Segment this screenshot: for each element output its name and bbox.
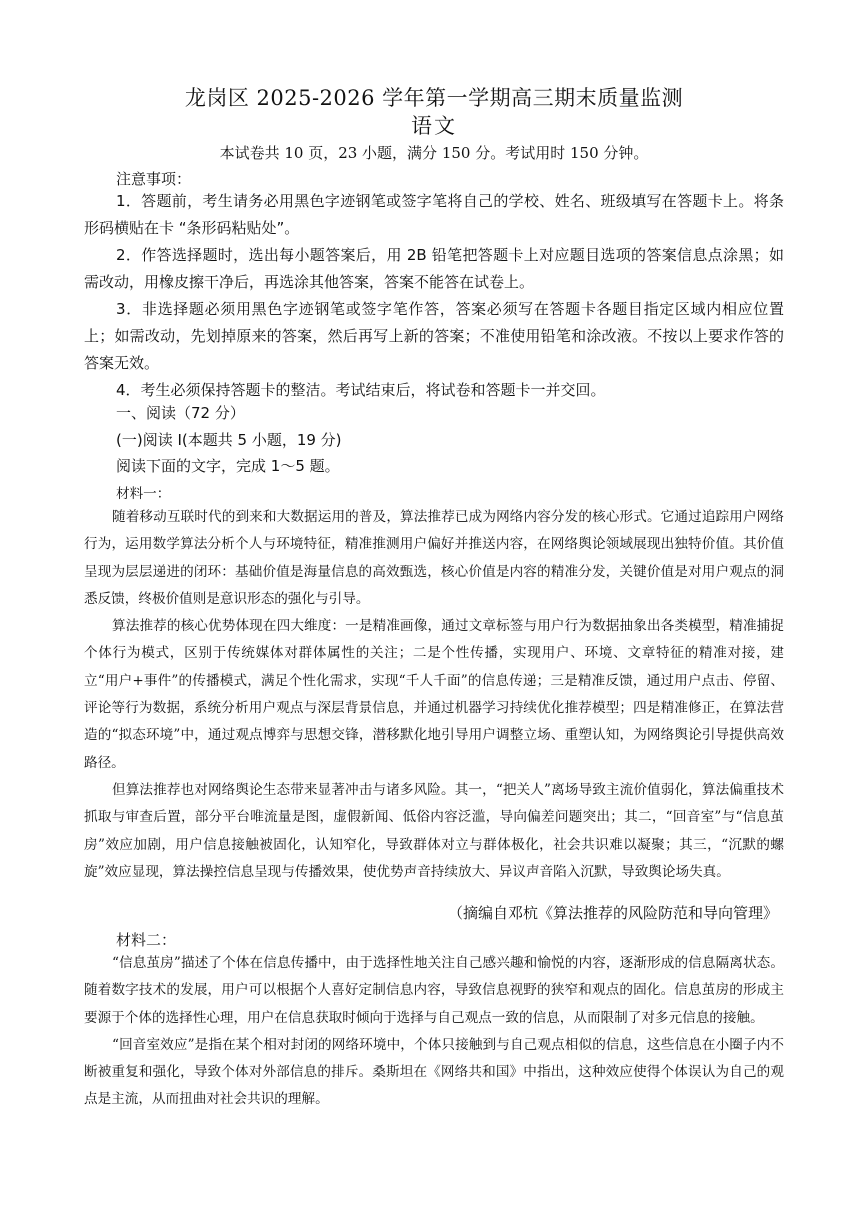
material-one-label: 材料一： [116, 486, 171, 502]
paragraph: 随着移动互联时代的到来和大数据运用的普及，算法推荐已成为网络内容分发的核心形式。它通过追踪用户网络行为，运用数学算法分析个人与环境特征，精准推测用户偏好并推送内容，在网络舆论领域展现出独特价值。其价值呈现为层层递进的闭环：基础价值是海量信息的高效甄选，核心价值是内容的精准分发，关键价值是对用户观点的洞悉反馈，终极价值则是意识形态的强化与引导。 [84, 509, 784, 607]
material-one-source: （摘编自邓杭《算法推荐的风险防范和导向管理》 [447, 904, 778, 922]
note-item: 1．答题前，考生请务必用黑色字迹钢笔或签字笔将自己的学校、姓名、班级填写在答题卡上。将条形码横贴在卡 “条形码粘贴处”。 [84, 192, 784, 237]
paragraph: 但算法推荐也对网络舆论生态带来显著冲击与诸多风险。其一，“把关人”离场导致主流价值弱化，算法偏重技术抓取与审查后置，部分平台唯流量是图，虚假新闻、低俗内容泛滥，导向偏差问题突出；其二，“回音室”与“信息茧房”效应加剧，用户信息接触被固化，认知窄化，导致群体对立与群体极化，社会共识难以凝聚；其三，“沉默的螺旋”效应显现，算法操控信息呈现与传播效果，使优势声音持续放大、异议声音陷入沉默，导致舆论场失真。 [84, 781, 784, 880]
note-item: 3．非选择题必须用黑色字迹钢笔或签字笔作答，答案必须写在答题卡各题目指定区域内相应位置上；如需改动，先划掉原来的答案，然后再写上新的答案；不准使用铅笔和涂改液。不按以上要求作答的答案无效。 [84, 300, 784, 372]
material-two-label: 材料二： [116, 931, 177, 949]
note-item: 2．作答选择题时，选出每小题答案后，用 2B 铅笔把答题卡上对应题目选项的答案信息点涂黑；如需改动，用橡皮擦干净后，再选涂其他答案，答案不能答在试卷上。 [84, 246, 784, 291]
section-part-one: 一、阅读（72 分） [116, 404, 245, 422]
paragraph: “信息茧房”描述了个体在信息传播中，由于选择性地关注自己感兴趣和愉悦的内容，逐渐形成的信息隔离状态。随着数字技术的发展，用户可以根据个人喜好定制信息内容，导致信息视野的狭窄和观点的固化。信息茧房的形成主要源于个体的选择性心理，用户在信息获取时倾向于选择与自己观点一致的信息，从而限制了对多元信息的接触。 [84, 955, 784, 1026]
paragraph: 算法推荐的核心优势体现在四大维度：一是精准画像，通过文章标签与用户行为数据抽象出各类模型，精准捕捉个体行为模式，区别于传统媒体对群体属性的关注；二是个性传播，实现用户、环境、文章特征的精准对接，建立“用户+事件”的传播模式，满足个性化需求，实现“千人千面”的信息传递；三是精准反馈，通过用户点击、停留、评论等行为数据，系统分析用户观点与深层背景信息，并通过机器学习持续优化推荐模型；四是精准修正，在算法营造的“拟态环境”中，通过观点博弈与思想交锋，潜移默化地引导用户调整立场、重塑认知，为网络舆论引导提供高效路径。 [84, 618, 784, 771]
exam-info: 本试卷共 10 页，23 小题，满分 150 分。考试用时 150 分钟。 [219, 144, 649, 162]
note-item: 4．考生必须保持答题卡的整洁。考试结束后，将试卷和答题卡一并交回。 [116, 381, 606, 399]
exam-title: 龙岗区 2025-2026 学年第一学期高三期末质量监测 [184, 86, 684, 110]
material-one-body [84, 504, 784, 886]
notes-list [84, 188, 784, 404]
section-instruction: 阅读下面的文字，完成 1～5 题。 [116, 457, 340, 475]
paragraph: “回音室效应”是指在某个相对封闭的网络环境中，个体只接触到与自己观点相似的信息，这些信息在小圈子内不断被重复和强化，导致个体对外部信息的排斥。桑斯坦在《网络共和国》中指出，这种效应使得个体误认为自己的观点是主流，从而扭曲对社会共识的理解。 [84, 1036, 784, 1108]
section-subpart: (一)阅读 I(本题共 5 小题，19 分) [116, 431, 342, 449]
notes-heading: 注意事项： [116, 170, 192, 188]
material-two-body [84, 950, 784, 1114]
subject-title: 语文 [411, 114, 457, 138]
